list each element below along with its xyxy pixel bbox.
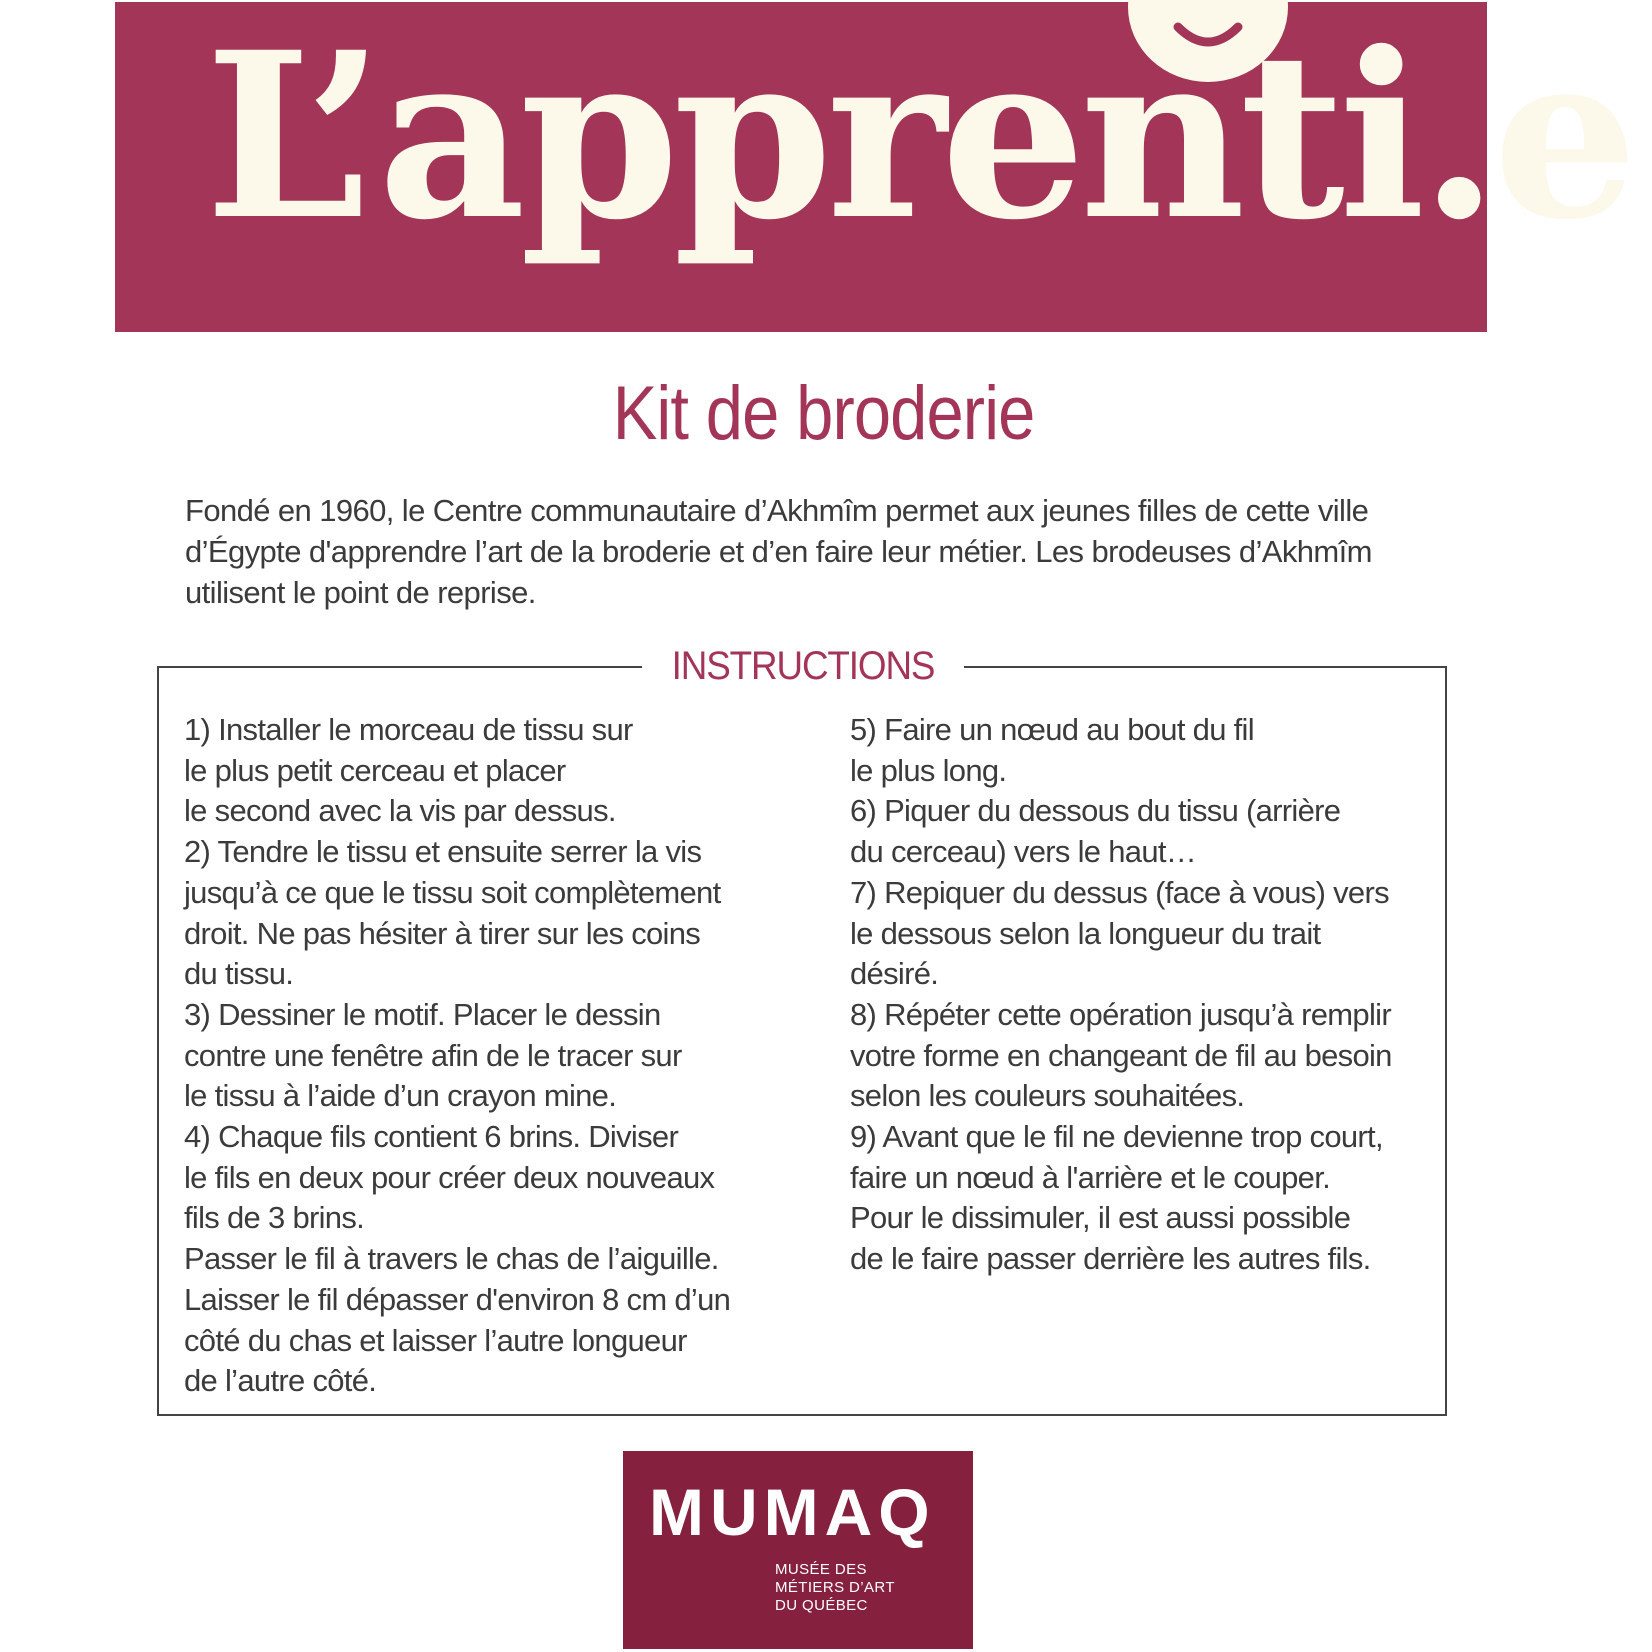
instruction-line: 4) Chaque fils contient 6 brins. Diviser [184,1119,679,1155]
intro-paragraph: Fondé en 1960, le Centre communautaire d’Akhmîm permet aux jeunes filles de cette ville d’Égypte d'apprendre l’art de la broderie et d’en faire leur métier. Les brodeuses d’Akhmîm utilisent le point de reprise. [185,493,1372,610]
instruction-line: Pour le dissimuler, il est aussi possible [850,1200,1351,1236]
instruction-line: 8) Répéter cette opération jusqu’à remplir [850,996,1391,1032]
instruction-line: le plus long. [850,752,1007,788]
instruction-line: droit. Ne pas hésiter à tirer sur les coins [184,915,701,951]
logo-subtitle-line: MÉTIERS D’ART [775,1579,895,1596]
instruction-line: le dessous selon la longueur du trait [850,915,1321,951]
instruction-line: de le faire passer derrière les autres fils. [850,1241,1371,1277]
instruction-line: le second avec la vis par dessus. [184,793,616,829]
instruction-line: selon les couleurs souhaitées. [850,1078,1245,1114]
instruction-line: Laisser le fil dépasser d'environ 8 cm d’un [184,1281,731,1317]
instruction-line: 7) Repiquer du dessus (face à vous) vers [850,874,1389,910]
instruction-line: 9) Avant que le fil ne devienne trop court, [850,1119,1383,1155]
logo-subtitle-line: MUSÉE DES [775,1561,867,1578]
instructions-right-column [850,710,1410,1280]
logo-subtitle [775,1561,895,1615]
instruction-line: contre une fenêtre afin de le tracer sur [184,1037,682,1073]
instructions-left-column [184,710,744,1402]
banner-title: L’apprenti.e [205,2,1632,270]
instruction-line: fils de 3 brins. [184,1200,365,1236]
mumaq-logo [623,1451,973,1649]
kit-title: Kit de broderie [612,371,1035,456]
instruction-line: faire un nœud à l'arrière et le couper. [850,1159,1331,1195]
instruction-line: le tissu à l’aide d’un crayon mine. [184,1078,617,1114]
instruction-line: désiré. [850,956,939,992]
instruction-line: côté du chas et laisser l’autre longueur [184,1322,687,1358]
instruction-line: 2) Tendre le tissu et ensuite serrer la vis [184,834,702,870]
instructions-heading: INSTRUCTIONS [642,640,964,692]
instruction-line: 6) Piquer du dessous du tissu (arrière [850,793,1341,829]
instruction-line: 3) Dessiner le motif. Placer le dessin [184,996,661,1032]
instruction-line: 5) Faire un nœud au bout du fil [850,712,1254,747]
instruction-line: 1) Installer le morceau de tissu sur [184,712,633,747]
logo-wordmark: MUMAQ [649,1475,936,1549]
logo-subtitle-line: DU QUÉBEC [775,1597,868,1614]
instruction-line: votre forme en changeant de fil au besoin [850,1037,1392,1073]
instruction-line: le plus petit cerceau et placer [184,752,566,788]
instruction-line: du tissu. [184,956,294,992]
instruction-line: le fils en deux pour créer deux nouveaux [184,1159,715,1195]
instruction-line: jusqu’à ce que le tissu soit complètement [184,874,721,910]
instruction-line: du cerceau) vers le haut… [850,834,1197,870]
instruction-line: de l’autre côté. [184,1363,377,1399]
title-banner [115,2,1632,332]
instruction-line: Passer le fil à travers le chas de l’aiguille. [184,1241,719,1277]
